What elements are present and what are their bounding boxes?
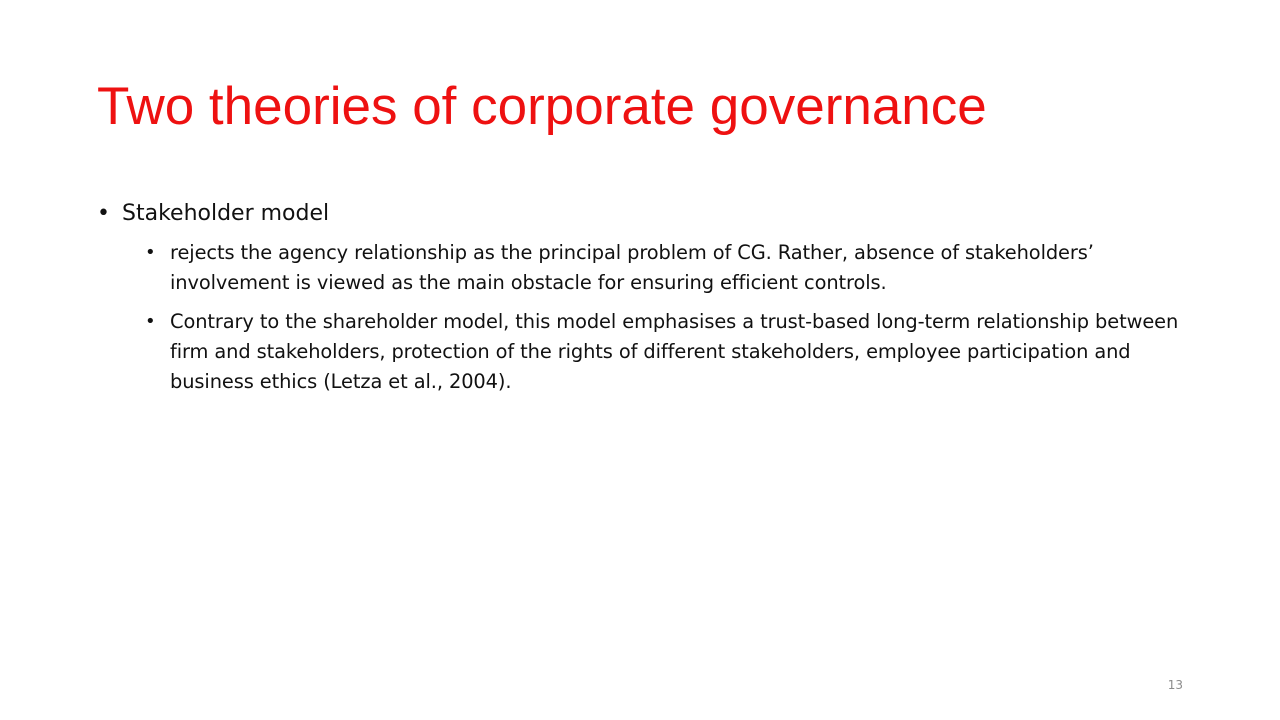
sub-bullet-list xyxy=(122,238,1187,397)
bullet-icon: • xyxy=(145,242,156,263)
sub-bullet-text: Contrary to the shareholder model, this model emphasises a trust-based long-term relationship between firm and stakeholders, protection of the rights of different stakeholders, employee participation and business ethics (Letza et al., 2004). xyxy=(170,310,1179,393)
slide-title: Two theories of corporate governance xyxy=(97,77,987,136)
sub-bullet-item xyxy=(145,238,1187,298)
bullet-icon: • xyxy=(145,311,156,332)
bullet-icon: • xyxy=(97,201,110,226)
bullet-list xyxy=(97,196,1187,406)
sub-bullet-item xyxy=(145,307,1187,397)
sub-bullet-text: rejects the agency relationship as the principal problem of CG. Rather, absence of stakeholders’ involvement is viewed as the main obstacle for ensuring efficient controls. xyxy=(170,241,1094,294)
page-number: 13 xyxy=(1167,678,1183,692)
bullet-text: Stakeholder model xyxy=(122,201,330,226)
bullet-item-stakeholder-model xyxy=(97,196,1187,397)
